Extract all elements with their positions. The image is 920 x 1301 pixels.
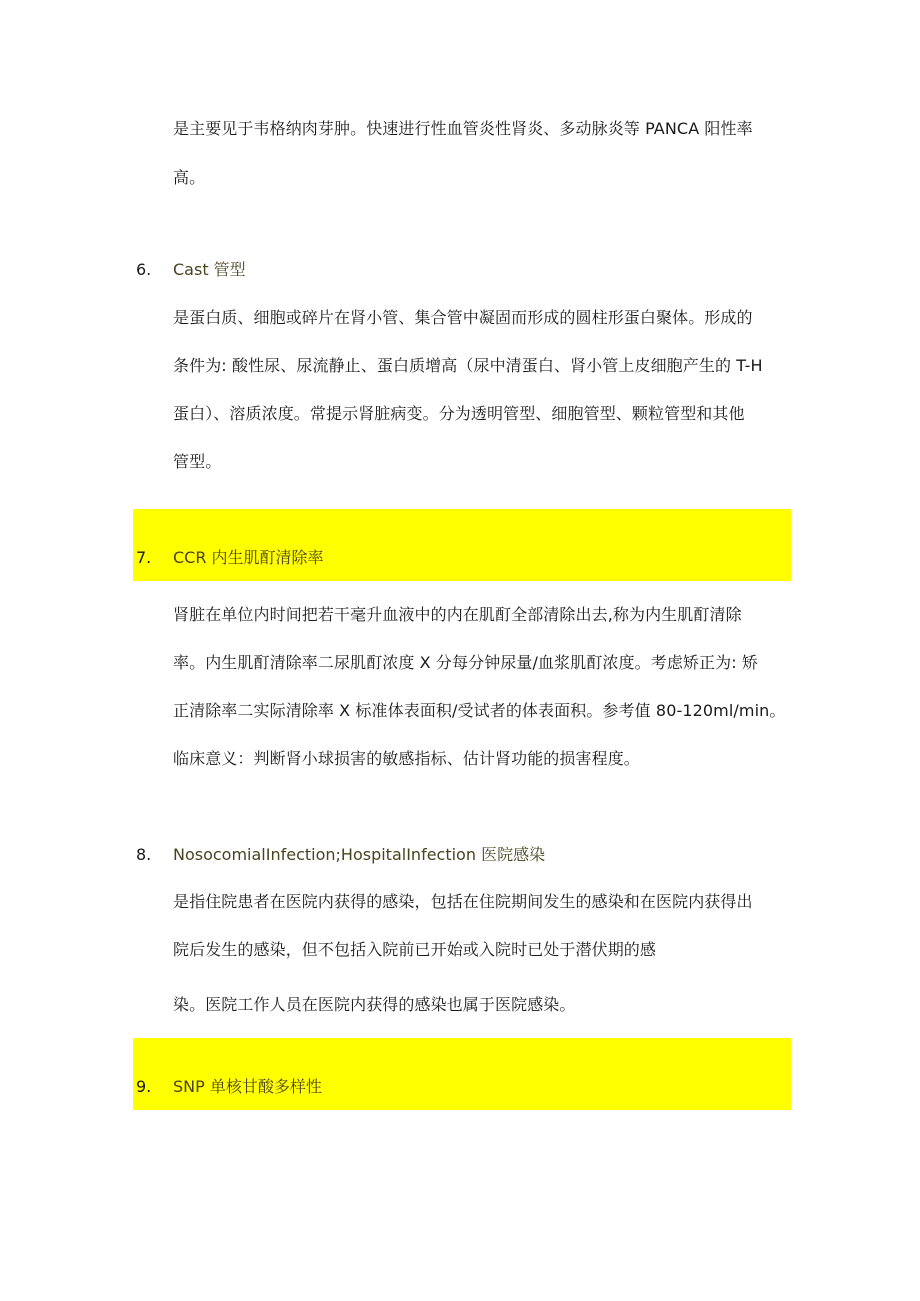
section-8-number: 8. (136, 845, 152, 864)
section-6-line-4: 管型。 (173, 452, 222, 471)
section-7-line-4: 临床意义：判断肾小球损害的敏感指标、估计肾功能的损害程度。 (173, 749, 640, 768)
section-9-highlight (133, 1038, 791, 1110)
section-6-number: 6. (136, 260, 152, 279)
section-8-line-3: 染。医院工作人员在医院内获得的感染也属于医院感染。 (173, 995, 576, 1014)
section-7-line-2: 率。内生肌酊清除率二尿肌酊浓度 X 分每分钟尿量/血浆肌酊浓度。考虑矫正为: 矫 (173, 653, 759, 672)
section-8-title: NosocomialInfection;HospitalInfection 医院感染 (173, 845, 546, 864)
section-6-line-1: 是蛋白质、细胞或碎片在肾小管、集合管中凝固而形成的圆柱形蛋白聚体。形成的 (173, 308, 753, 327)
section-7-title: CCR 内生肌酊清除率 (173, 548, 324, 567)
section-7-line-3: 正清除率二实际清除率 X 标准体表面积/受试者的体表面积。参考值 80-120ml/min。 (173, 701, 786, 720)
section-6-title: Cast 管型 (173, 260, 246, 279)
section-7-line-1: 肾脏在单位内时间把若干毫升血液中的内在肌酊全部清除出去,称为内生肌酊清除 (173, 605, 742, 624)
section-7-number: 7. (136, 548, 152, 567)
intro-line-1: 是主要见于韦格纳肉芽肿。快速进行性血管炎性肾炎、多动脉炎等 PANCA 阳性率 (173, 119, 753, 138)
section-9-title: SNP 单核甘酸多样性 (173, 1077, 322, 1096)
section-9-number: 9. (136, 1077, 152, 1096)
section-6-line-2: 条件为: 酸性尿、尿流静止、蛋白质增高（尿中清蛋白、肾小管上皮细胞产生的 T-H (173, 356, 763, 375)
section-6-line-3: 蛋白）、溶质浓度。常提示肾脏病变。分为透明管型、细胞管型、颗粒管型和其他 (173, 404, 745, 423)
section-7-highlight (133, 509, 791, 581)
section-8-line-2: 院后发生的感染，但不包括入院前已开始或入院时已处于潜伏期的感 (173, 940, 657, 959)
section-8-line-1: 是指住院患者在医院内获得的感染，包括在住院期间发生的感染和在医院内获得出 (173, 892, 753, 911)
intro-line-2: 高。 (173, 168, 206, 187)
